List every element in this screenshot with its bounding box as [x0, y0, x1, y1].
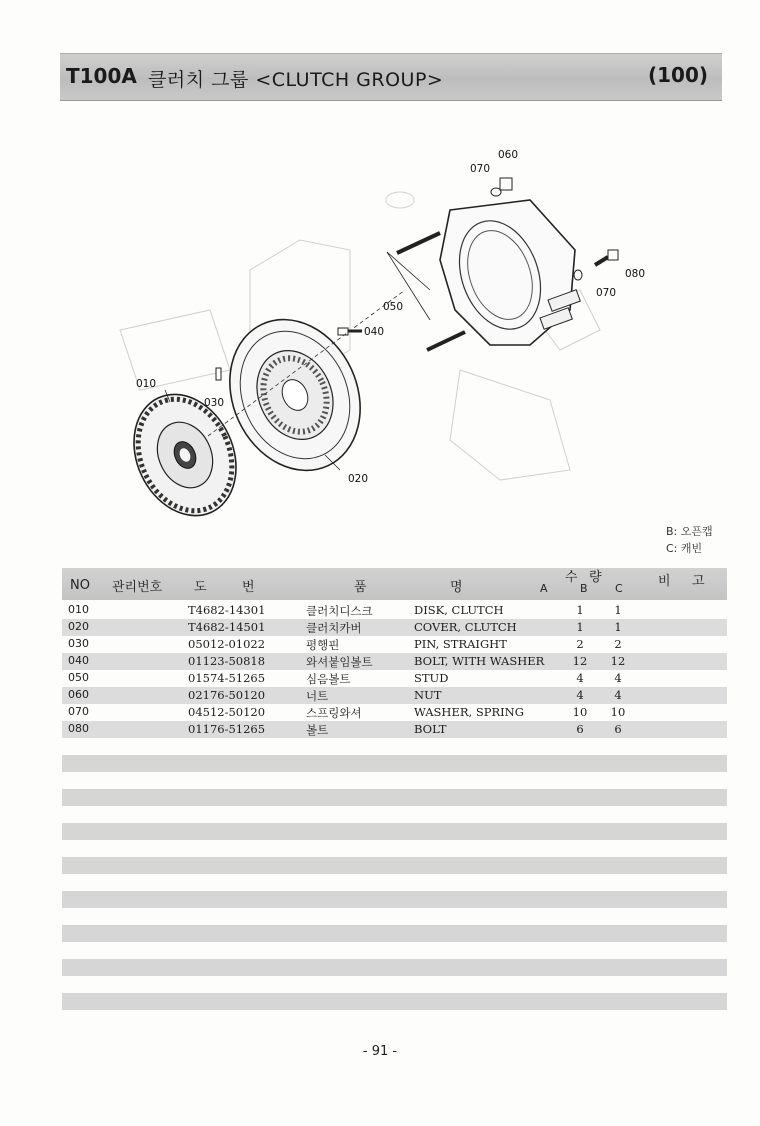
legend-b: B: 오픈캡: [666, 525, 713, 538]
empty-row: [62, 755, 727, 772]
col-ryang: 량: [589, 570, 602, 585]
col-go: 고: [692, 574, 705, 589]
col-no: NO: [70, 578, 90, 593]
empty-row: [62, 789, 727, 806]
table-row: 070 04512-50120 스프링와셔 WASHER, SPRING 10 10: [68, 705, 626, 720]
nut: [500, 178, 512, 190]
label-010: 010: [136, 378, 157, 390]
table-row: 080 01176-51265 볼트 BOLT 6 6: [62, 721, 727, 738]
clutch-exploded-diagram: [100, 140, 660, 540]
label-080: 080: [625, 268, 646, 280]
spring-washer: [491, 188, 501, 196]
col-a: A: [540, 582, 548, 595]
spring-washer-2: [574, 270, 582, 280]
page-header: [60, 53, 722, 101]
empty-row: [62, 857, 727, 874]
col-su: 수: [565, 570, 578, 585]
empty-row: [62, 823, 727, 840]
col-myeong: 명: [450, 580, 463, 595]
empty-row: [62, 993, 727, 1010]
label-020: 020: [348, 473, 369, 485]
straight-pin: [216, 368, 221, 380]
label-030: 030: [204, 397, 225, 409]
col-bi: 비: [658, 574, 671, 589]
col-beon: 번: [242, 580, 255, 595]
label-060: 060: [498, 149, 519, 161]
empty-row: [62, 891, 727, 908]
table-row: 030 05012-01022 평행핀 PIN, STRAIGHT 2 2: [68, 637, 622, 652]
empty-row: [62, 925, 727, 942]
empty-row: [62, 959, 727, 976]
page-number: - 91 -: [362, 1044, 398, 1059]
col-do: 도: [194, 580, 207, 595]
col-mgmt: 관리번호: [112, 580, 163, 595]
group-code: T100A: [66, 64, 137, 88]
table-row: 050 01574-51265 심음볼트 STUD 4 4: [68, 671, 622, 686]
group-page-ref: (100): [647, 63, 708, 87]
legend-c: C: 캐빈: [666, 542, 703, 555]
bolt: [595, 250, 618, 265]
label-070-right: 070: [596, 287, 617, 299]
table-row: 010 T4682-14301 클러치디스크 DISK, CLUTCH 1 1: [68, 603, 622, 618]
table-row: 020 T4682-14501 클러치카버 COVER, CLUTCH 1 1: [62, 619, 727, 636]
col-b: B: [580, 582, 588, 595]
col-c: C: [615, 582, 623, 595]
clutch-housing: [440, 200, 580, 345]
parts-table-header: [62, 568, 727, 600]
label-070-top: 070: [470, 163, 491, 175]
label-050: 050: [383, 301, 404, 313]
table-row: 060 02176-50120 너트 NUT 4 4: [62, 687, 727, 704]
label-040: 040: [364, 326, 385, 338]
col-pum: 품: [354, 580, 367, 595]
table-row: 040 01123-50818 와셔붙임볼트 BOLT, WITH WASHER 12 12: [62, 653, 727, 670]
group-title: 클러치 그룹 <CLUTCH GROUP>: [148, 69, 444, 91]
